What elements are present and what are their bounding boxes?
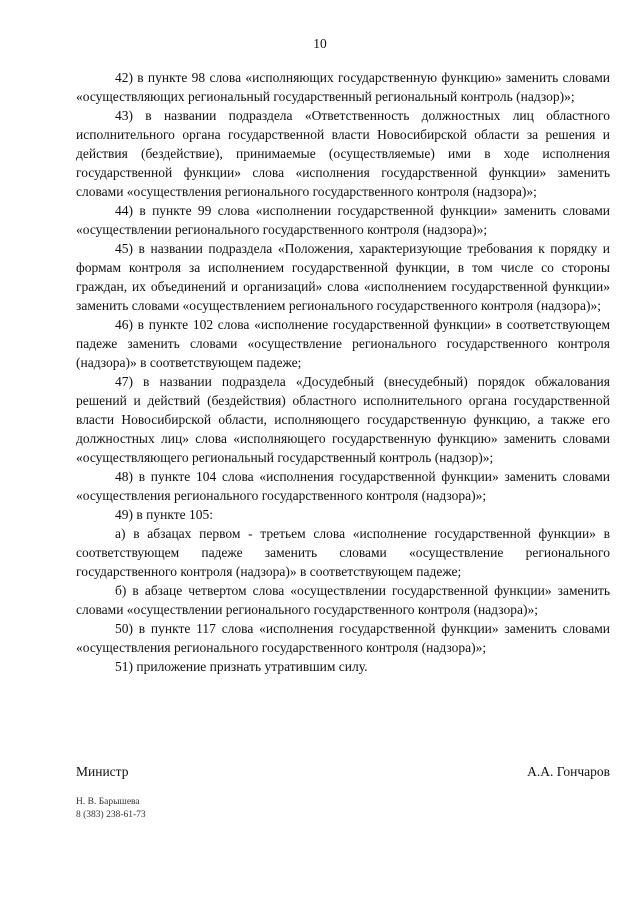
document-body (76, 68, 610, 676)
paragraph-42: 42) в пункте 98 слова «исполняющих государственную функцию» заменить словами «осуществляющих региональный государственный региональный контроль (надзор)»; (76, 70, 610, 104)
paragraph-43: 43) в названии подраздела «Ответственность должностных лиц областного исполнительного органа государственной власти Новосибирской области за решения и действия (бездействие), принимаемые (осуществляемые) ими в ходе исполнения государственной функции» слова «исполнения государственной функции» заменить словами «осуществления регионального государственного контроля (надзора)»; (76, 108, 610, 199)
paragraph-49-a: а) в абзацах первом - третьем слова «исполнение государственной функции» в соответствующем падеже заменить словами «осуществление регионального государственного контроля (надзора)» в соответствующем падеже; (76, 526, 610, 579)
paragraph-47: 47) в названии подраздела «Досудебный (внесудебный) порядок обжалования решений и действий (бездействия) областного исполнительного органа государственной власти Новосибирской области, исполняющего государственную функцию, а также его должностных лиц» слова «исполняющего государственную функцию» заменить словами «осуществляющего региональный государственный контроль (надзор)»; (76, 374, 610, 465)
paragraph-48: 48) в пункте 104 слова «исполнения государственной функции» заменить словами «осуществления регионального государственного контроля (надзора)»; (76, 469, 610, 503)
signatory-role: Министр (76, 764, 129, 779)
signatory-name: А.А. Гончаров (527, 764, 610, 779)
page-number: 10 (313, 36, 327, 51)
signature-block (76, 762, 610, 781)
executor-block (76, 796, 146, 822)
paragraph-51: 51) приложение признать утратившим силу. (115, 659, 368, 674)
paragraph-44: 44) в пункте 99 слова «исполнении государственной функции» заменить словами «осуществлении регионального государственного контроля (надзора)»; (76, 203, 610, 237)
executor-phone: 8 (383) 238-61-73 (76, 810, 146, 820)
paragraph-45: 45) в названии подраздела «Положения, характеризующие требования к порядку и формам контроля за исполнением государственной функции, в том числе со стороны граждан, их объединений и организаций» слова «исполнением государственной функции» заменить словами «осуществлением регионального государственного контроля (надзора)»; (76, 241, 610, 313)
paragraph-49-b: б) в абзаце четвертом слова «осуществлении государственной функции» заменить словами «осуществлении регионального государственного контроля (надзора)»; (76, 583, 610, 617)
paragraph-49: 49) в пункте 105: (115, 507, 213, 522)
paragraph-50: 50) в пункте 117 слова «исполнения государственной функции» заменить словами «осуществления регионального государственного контроля (надзора)»; (76, 621, 610, 655)
paragraph-46: 46) в пункте 102 слова «исполнение государственной функции» в соответствующем падеже заменить словами «осуществление регионального государственного контроля (надзора)» в соответствующем падеже; (76, 317, 610, 370)
executor-name: Н. В. Барышева (76, 797, 140, 807)
